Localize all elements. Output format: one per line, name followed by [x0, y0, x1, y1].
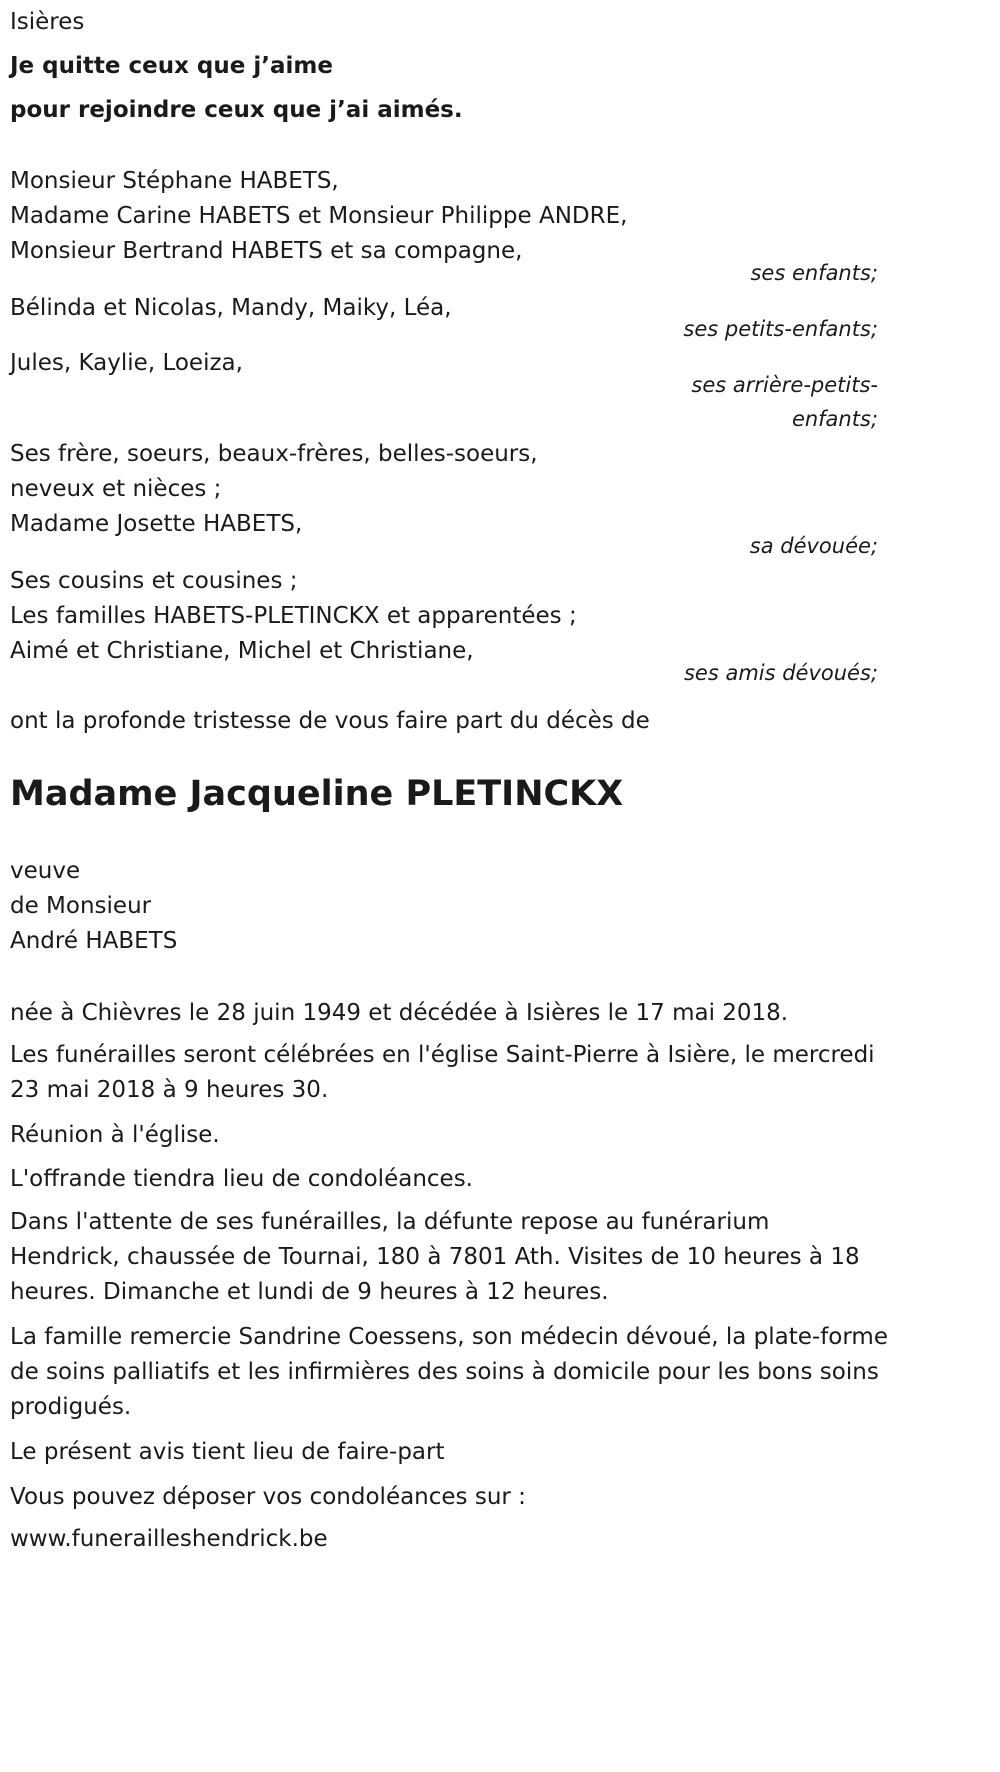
- siblings-line-1: Ses frère, soeurs, beaux-frères, belles-soeurs,: [10, 441, 538, 467]
- repose-info: Dans l'attente de ses funérailles, la défunte repose au funérarium Hendrick, chaussée de Tournai, 180 à 7801 Ath. Visites de 10 heures à 18 heures. Dimanche et lundi de 9 heures à 12 heures.: [10, 1209, 860, 1305]
- quote-line-1: Je quitte ceux que j’aime: [10, 53, 333, 79]
- condolences-info: Vous pouvez déposer vos condoléances sur :: [10, 1484, 526, 1510]
- cousins-block: [10, 564, 577, 669]
- deceased-name: Madame Jacqueline PLETINCKX: [10, 774, 624, 814]
- cousins: Ses cousins et cousines ;: [10, 568, 298, 594]
- child-3: Monsieur Bertrand HABETS et sa compagne,: [10, 238, 523, 264]
- widow-block: [10, 854, 177, 959]
- friends: Aimé et Christiane, Michel et Christiane,: [10, 638, 474, 664]
- thanks-info: La famille remercie Sandrine Coessens, son médecin dévoué, la plate-forme de soins palliatifs et les infirmières des soins à domicile pour les bons soins prodigués.: [10, 1324, 888, 1420]
- funeral-info: Les funérailles seront célébrées en l'église Saint-Pierre à Isière, le mercredi 23 mai 2018 à 9 heures 30.: [10, 1042, 875, 1103]
- widow-line-1: veuve: [10, 858, 81, 884]
- children-role: ses enfants;: [750, 261, 878, 285]
- birth-death: née à Chièvres le 28 juin 1949 et décédée à Isières le 17 mai 2018.: [10, 1000, 789, 1026]
- great-grandchildren: Jules, Kaylie, Loeiza,: [10, 350, 243, 376]
- devoted-person: Madame Josette HABETS,: [10, 511, 303, 537]
- friends-role: ses amis dévoués;: [683, 661, 878, 685]
- quote-line-2: pour rejoindre ceux que j’ai aimés.: [10, 97, 463, 123]
- offering-info: L'offrande tiendra lieu de condoléances.: [10, 1166, 473, 1192]
- announcement: ont la profonde tristesse de vous faire part du décès de: [10, 708, 650, 734]
- families: Les familles HABETS-PLETINCKX et apparentées ;: [10, 603, 577, 629]
- meeting-info: Réunion à l'église.: [10, 1122, 220, 1148]
- child-1: Monsieur Stéphane HABETS,: [10, 168, 339, 194]
- children-block: [10, 164, 878, 269]
- grandchildren: Bélinda et Nicolas, Mandy, Maiky, Léa,: [10, 295, 452, 321]
- widow-line-2: de Monsieur: [10, 893, 152, 919]
- website-link[interactable]: www.funerailleshendrick.be: [10, 1526, 328, 1552]
- siblings-block: [10, 437, 538, 542]
- place-name: Isières: [10, 9, 85, 35]
- notice-info: Le présent avis tient lieu de faire-part: [10, 1439, 445, 1465]
- child-2: Madame Carine HABETS et Monsieur Philippe ANDRE,: [10, 203, 628, 229]
- great-grandchildren-role-line-1: ses arrière-petits-: [691, 373, 878, 397]
- great-grandchildren-role-line-2: enfants;: [791, 407, 878, 431]
- devoted-role: sa dévouée;: [749, 534, 878, 558]
- siblings-line-2: neveux et nièces ;: [10, 476, 222, 502]
- grandchildren-role: ses petits-enfants;: [683, 317, 878, 341]
- widow-line-3: André HABETS: [10, 928, 178, 954]
